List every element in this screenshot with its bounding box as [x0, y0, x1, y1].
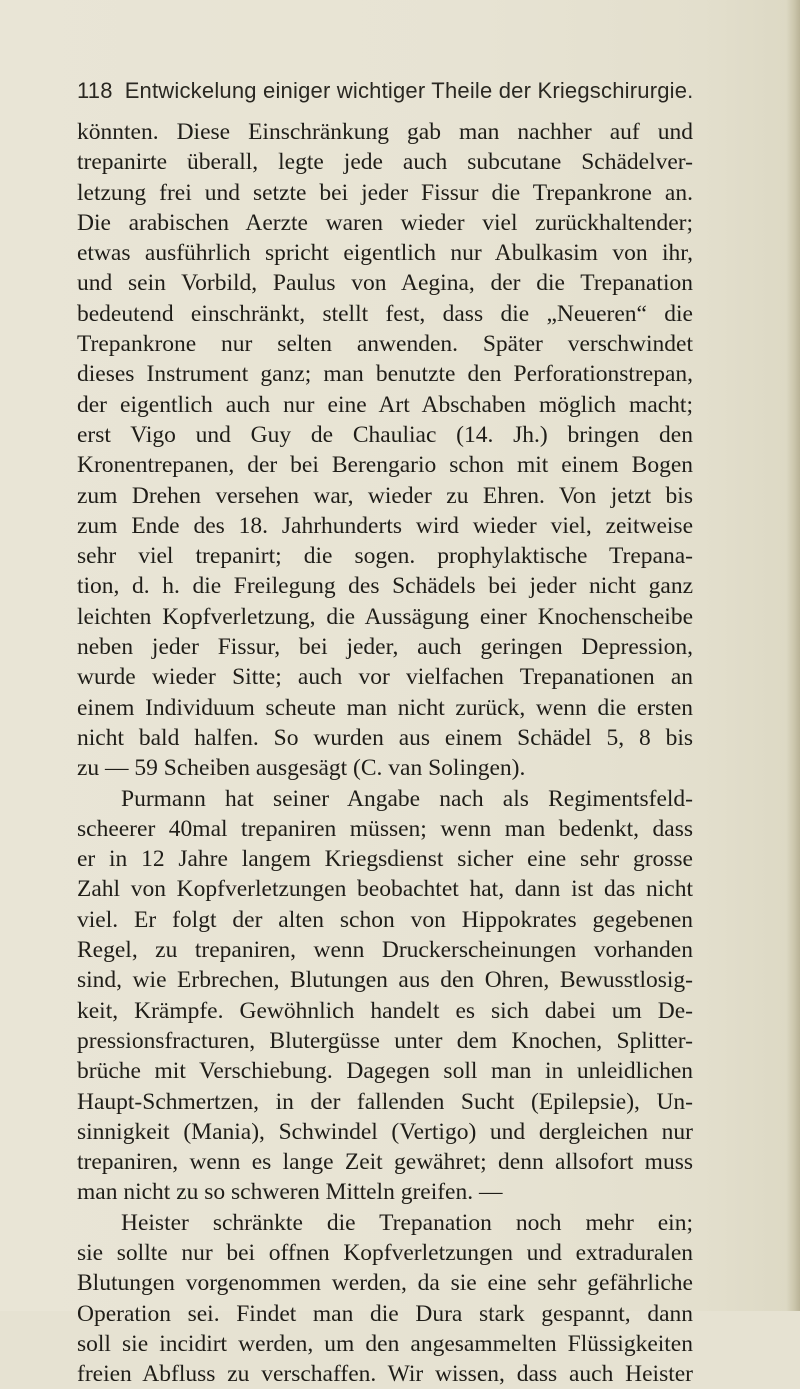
page-number: 118 — [77, 78, 113, 103]
text-line: sehr viel trepanirt; die sogen. prophylaktische Trepana- — [77, 543, 693, 570]
text-line: bedeutend einschränkt, stellt fest, dass die „Neueren“ die — [77, 300, 693, 327]
text-line: trepaniren, wenn es lange Zeit gewähret; denn allsofort muss — [77, 1149, 693, 1176]
text-line: Purmann hat seiner Angabe nach als Regimentsfeld- — [121, 785, 693, 812]
text-line: neben jeder Fissur, bei jeder, auch geringen Depression, — [77, 634, 693, 661]
text-line: trepanirte überall, legte jede auch subcutane Schädelver- — [77, 149, 693, 176]
text-line: zu — 59 Scheiben ausgesägt (C. van Solingen). — [77, 755, 526, 782]
text-line: könnten. Diese Einschränkung gab man nachher auf und — [77, 119, 693, 145]
text-line: keit, Krämpfe. Gewöhnlich handelt es sich dabei um De- — [77, 997, 693, 1024]
text-line: freien Abfluss zu verschaffen. Wir wissen, dass auch Heister — [77, 1361, 693, 1388]
text-line: Kronentrepanen, der bei Berengario schon mit einem Bogen — [77, 452, 693, 479]
text-line: viel. Er folgt der alten schon von Hippokrates gegebenen — [77, 906, 693, 933]
text-line: erst Vigo und Guy de Chauliac (14. Jh.) bringen den — [77, 421, 693, 448]
text-line: Regel, zu trepaniren, wenn Druckerscheinungen vorhanden — [77, 937, 693, 964]
text-line: Operation sei. Findet man die Dura stark gespannt, dann — [77, 1300, 693, 1327]
body-text — [77, 117, 693, 1389]
text-line: der eigentlich auch nur eine Art Abschaben möglich macht; — [77, 391, 693, 418]
text-line: und sein Vorbild, Paulus von Aegina, der die Trepanation — [77, 270, 693, 297]
text-line: wurde wieder Sitte; auch vor vielfachen Trepanationen an — [77, 664, 693, 691]
text-line: Heister schränkte die Trepanation noch mehr ein; — [121, 1209, 693, 1236]
text-line: brüche mit Verschiebung. Dagegen soll man in unleidlichen — [77, 1058, 693, 1085]
page-edge-shadow — [786, 0, 800, 1311]
text-line: zum Ende des 18. Jahrhunderts wird wieder viel, zeitweise — [77, 512, 693, 539]
text-line: pressionsfracturen, Blutergüsse unter dem Knochen, Splitter- — [77, 1027, 693, 1054]
text-line: etwas ausführlich spricht eigentlich nur Abulkasim von ihr, — [77, 240, 693, 267]
text-line: zum Drehen versehen war, wieder zu Ehren. Von jetzt bis — [77, 482, 693, 509]
text-line: Trepankrone nur selten anwenden. Später verschwindet — [77, 331, 693, 358]
text-line: sie sollte nur bei offnen Kopfverletzungen und extraduralen — [77, 1239, 693, 1266]
text-line: letzung frei und setzte bei jeder Fissur die Trepankrone an. — [77, 179, 693, 206]
text-line: tion, d. h. die Freilegung des Schädels bei jeder nicht ganz — [77, 573, 693, 600]
text-line: einem Individuum scheute man nicht zurück, wenn die ersten — [77, 694, 693, 721]
text-line: sinnigkeit (Mania), Schwindel (Vertigo) und dergleichen nur — [77, 1118, 693, 1145]
text-line: Haupt-Schmertzen, in der fallenden Sucht (Epilepsie), Un- — [77, 1088, 693, 1115]
text-line: Blutungen vorgenommen werden, da sie eine sehr gefährliche — [77, 1270, 693, 1297]
running-title: Entwickelung einiger wichtiger Theile der Kriegschirurgie. — [124, 78, 694, 103]
running-header — [77, 78, 697, 104]
text-line: sind, wie Erbrechen, Blutungen aus den Ohren, Bewusstlosig- — [77, 967, 693, 994]
text-line: leichten Kopfverletzung, die Aussägung einer Knochenscheibe — [77, 603, 693, 630]
text-line: nicht bald halfen. So wurden aus einem Schädel 5, 8 bis — [77, 724, 693, 751]
text-line: Die arabischen Aerzte waren wieder viel zurückhaltender; — [77, 209, 693, 236]
text-line: soll sie incidirt werden, um den angesammelten Flüssigkeiten — [77, 1330, 693, 1357]
text-line: er in 12 Jahre langem Kriegsdienst sicher eine sehr grosse — [77, 846, 693, 873]
text-line: dieses Instrument ganz; man benutzte den Perforationstrepan, — [77, 361, 693, 388]
text-line: man nicht zu so schweren Mitteln greifen. — — [77, 1179, 503, 1206]
text-line: scheerer 40mal trepaniren müssen; wenn man bedenkt, dass — [77, 815, 693, 842]
text-line: Zahl von Kopfverletzungen beobachtet hat, dann ist das nicht — [77, 876, 693, 903]
